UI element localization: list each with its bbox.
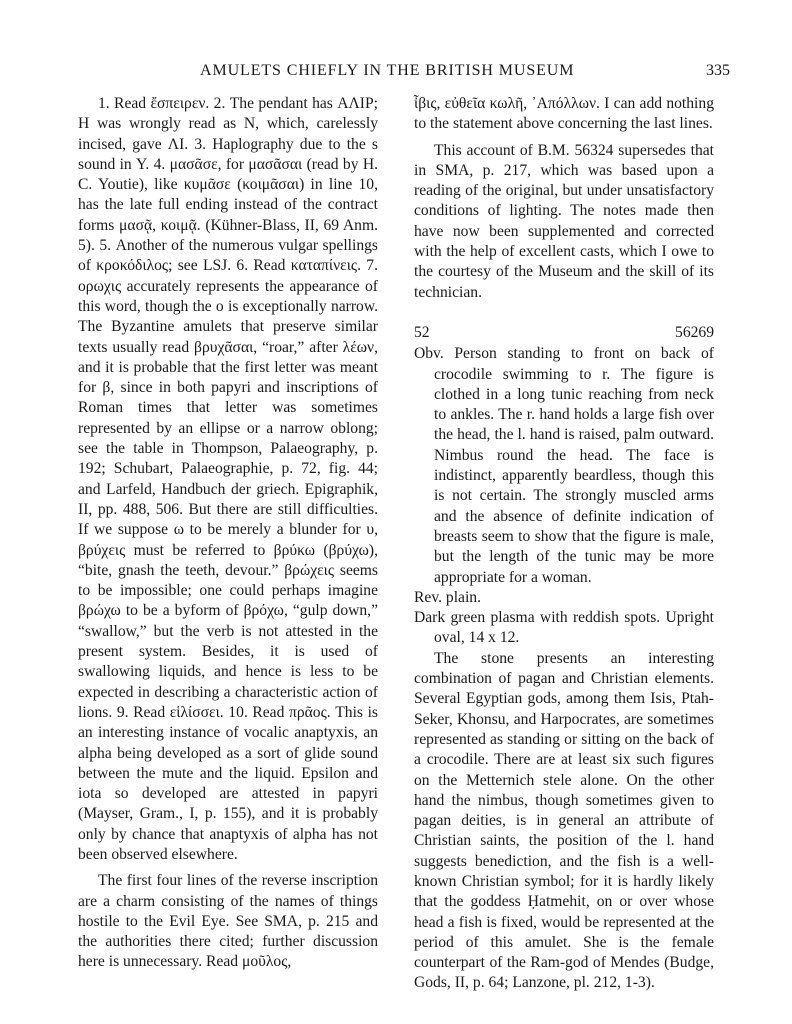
- commentary-paragraph: 1. Read ἔσπειρεν. 2. The pendant has ΑΛΙΡ; Η was wrongly read as Ν, which, carelessly incised, gave ΛΙ. 3. Haplography due to the s sound in Υ. 4. μασᾶσε, for μασᾶσαι (read by H. C. Youtie), like κυμᾶσε (κοιμᾶσαι) in line 10, has the late full ending instead of the contract forms μασᾷ, κοιμᾷ. (Kühner-Blass, II, 69 Anm. 5). 5. Another of the numerous vulgar spellings of κροκόδιλος; see LSJ. 6. Read καταπίνεις. 7. ορωχις accurately represents the appearance of this word, though the ο is exceptionally narrow. The Byzantine amulets that preserve similar texts usually read βρυχᾶσαι, “roar,” after λέων, and it is probable that the first letter was meant for β, since in both papyri and inscriptions of Roman times that letter was sometimes represented by an ellipse or a narrow oblong; see the table in Thompson, Palaeography, p. 192; Schubart, Palaeographie, p. 72, fig. 44; and Larfeld, Handbuch der griech. Epigraphik, II, pp. 488, 506. But there are still difficulties. If we suppose ω to be merely a blunder for υ, βρύχεις must be referred to βρύκω (βρύχω), “bite, gnash the teeth, devour.” βρώχεις seems to be impossible; one could perhaps imagine βρώχω to be a byform of βρόχω, “gulp down,” “swallow,” but the verb is not attested in the present system. Besides, it is used of swallowing liquids, and hence is less to be expected in describing a characteristic action of lions. 9. Read εἱλίσσει. 10. Read πρᾶος. This is an interesting instance of vocalic anaptyxis, an alpha being developed as a sort of glide sound between the mute and the liquid. Epsilon and iota so developed are attested in papyri (Mayser, Gram., I, p. 155), and it is probably only by chance that anaptyxis of alpha has not been observed elsewhere.: [78, 95, 378, 863]
- material-description: Dark green plasma with reddish spots. Upright oval, 14 x 12.: [414, 609, 714, 647]
- right-column: [414, 94, 714, 994]
- commentary-paragraph: The first four lines of the reverse inscription are a charm consisting of the names of things hostile to the Evil Eye. See SMA, p. 215 and the authorities there cited; further discussion here is unnecessary. Read μοῦλος,: [78, 872, 378, 971]
- page-number: 335: [706, 62, 730, 79]
- commentary-paragraph: ἶβις, εὐθεῖα κωλῆ, ᾿Απόλλων. I can add nothing to the statement above concerning the last lines.: [414, 95, 714, 133]
- running-title: AMULETS CHIEFLY IN THE BRITISH MUSEUM: [200, 62, 575, 79]
- catalog-entry-heading: [414, 323, 714, 343]
- commentary-paragraph: This account of B.M. 56324 supersedes that in SMA, p. 217, which was based upon a reading of the original, but under unsatisfactory conditions of lighting. The notes made then have now been supplemented and corrected with the help of excellent casts, which I owe to the courtesy of the Museum and the skill of its technician.: [414, 141, 714, 301]
- obverse-description: Obv. Person standing to front on back of crocodile swimming to r. The figure is clothed in a long tunic reaching from neck to ankles. The r. hand holds a large fish over the head, the l. hand is raised, palm outward. Nimbus round the head. The face is indistinct, apparently beardless, though this is not certain. The strongly muscled arms and the absence of definite indication of breasts seem to show that the figure is male, but the length of the tunic may be more appropriate for a woman.: [414, 345, 714, 586]
- left-column: [78, 94, 378, 973]
- entry-catalog-number: 56269: [675, 323, 714, 341]
- commentary-paragraph: The stone presents an interesting combination of pagan and Christian elements. Several Egyptian gods, among them Isis, Ptah-Seker, Khonsu, and Harpocrates, are sometimes represented as standing or sitting on the back of a crocodile. There are at least six such figures on the Metternich stele alone. On the other hand the nimbus, though sometimes given to pagan deities, is in general an attribute of Christian saints, the position of the l. hand suggests benediction, and the fish is a well-known Christian symbol; for it is hardly likely that the goddess Ḥatmehit, on or over whose head a fish is fixed, would be represented at the period of this amulet. She is the female counterpart of the Ram-god of Mendes (Budge, Gods, II, p. 64; Lanzone, pl. 212, 1-3).: [414, 649, 714, 992]
- entry-number: 52: [414, 323, 430, 341]
- reverse-description: Rev. plain.: [414, 588, 481, 606]
